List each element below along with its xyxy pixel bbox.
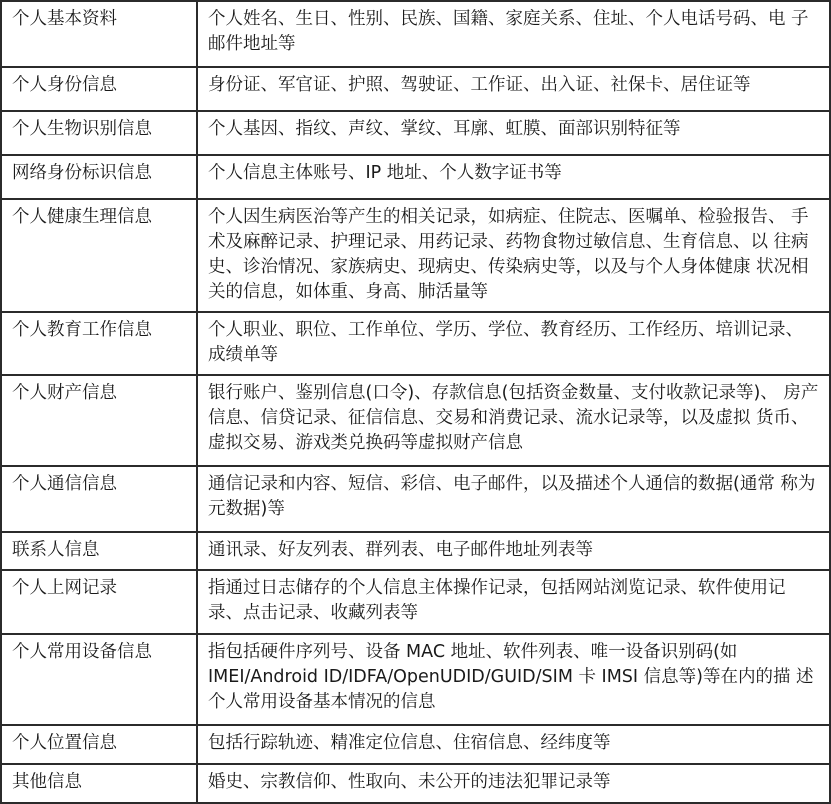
description-cell: 个人职业、职位、工作单位、学历、学位、教育经历、工作经历、培训记录、 成绩单等 — [197, 312, 830, 375]
table-row — [1, 67, 830, 111]
category-cell: 个人位置信息 — [1, 725, 197, 764]
description-cell: 个人信息主体账号、IP 地址、个人数字证书等 — [197, 155, 830, 199]
category-cell: 个人常用设备信息 — [1, 634, 197, 725]
category-cell: 个人财产信息 — [1, 375, 197, 466]
description-cell: 婚史、宗教信仰、性取向、未公开的违法犯罪记录等 — [197, 764, 830, 803]
description-cell: 指通过日志储存的个人信息主体操作记录，包括网站浏览记录、软件使用记 录、点击记录、收藏列表等 — [197, 570, 830, 634]
description-cell: 身份证、军官证、护照、驾驶证、工作证、出入证、社保卡、居住证等 — [197, 67, 830, 111]
table-row — [1, 725, 830, 764]
category-cell: 联系人信息 — [1, 532, 197, 570]
table-row — [1, 155, 830, 199]
table-row — [1, 111, 830, 155]
description-cell: 个人姓名、生日、性别、民族、国籍、家庭关系、住址、个人电话号码、电 子邮件地址等 — [197, 1, 830, 67]
category-cell: 其他信息 — [1, 764, 197, 803]
category-cell: 个人教育工作信息 — [1, 312, 197, 375]
table-row — [1, 532, 830, 570]
description-cell: 银行账户、鉴别信息(口令)、存款信息(包括资金数量、支付收款记录等)、 房产信息、信贷记录、征信信息、交易和消费记录、流水记录等，以及虚拟 货币、虚拟交易、游戏类兑换码等虚拟财产信息 — [197, 375, 830, 466]
category-cell: 个人上网记录 — [1, 570, 197, 634]
table-row — [1, 375, 830, 466]
table-row — [1, 312, 830, 375]
description-cell: 通讯录、好友列表、群列表、电子邮件地址列表等 — [197, 532, 830, 570]
table-row — [1, 199, 830, 312]
table-row — [1, 1, 830, 67]
category-cell: 个人通信信息 — [1, 466, 197, 531]
description-cell: 包括行踪轨迹、精准定位信息、住宿信息、经纬度等 — [197, 725, 830, 764]
category-cell: 个人生物识别信息 — [1, 111, 197, 155]
description-cell: 通信记录和内容、短信、彩信、电子邮件，以及描述个人通信的数据(通常 称为元数据)等 — [197, 466, 830, 531]
category-cell: 网络身份标识信息 — [1, 155, 197, 199]
category-cell: 个人健康生理信息 — [1, 199, 197, 312]
table-row — [1, 466, 830, 531]
category-cell: 个人身份信息 — [1, 67, 197, 111]
description-cell: 指包括硬件序列号、设备 MAC 地址、软件列表、唯一设备识别码(如 IMEI/Android ID/IDFA/OpenUDID/GUID/SIM 卡 IMSI 信息等)等在内的描 述个人常用设备基本情况的信息 — [197, 634, 830, 725]
description-cell: 个人基因、指纹、声纹、掌纹、耳廓、虹膜、面部识别特征等 — [197, 111, 830, 155]
table-row — [1, 764, 830, 803]
description-cell: 个人因生病医治等产生的相关记录，如病症、住院志、医嘱单、检验报告、 手术及麻醉记录、护理记录、用药记录、药物食物过敏信息、生育信息、以 往病史、诊治情况、家族病史、现病史、传染病史等，以及与个人身体健康 状况相关的信息，如体重、身高、肺活量等 — [197, 199, 830, 312]
table-row — [1, 570, 830, 634]
table-row — [1, 634, 830, 725]
category-cell: 个人基本资料 — [1, 1, 197, 67]
